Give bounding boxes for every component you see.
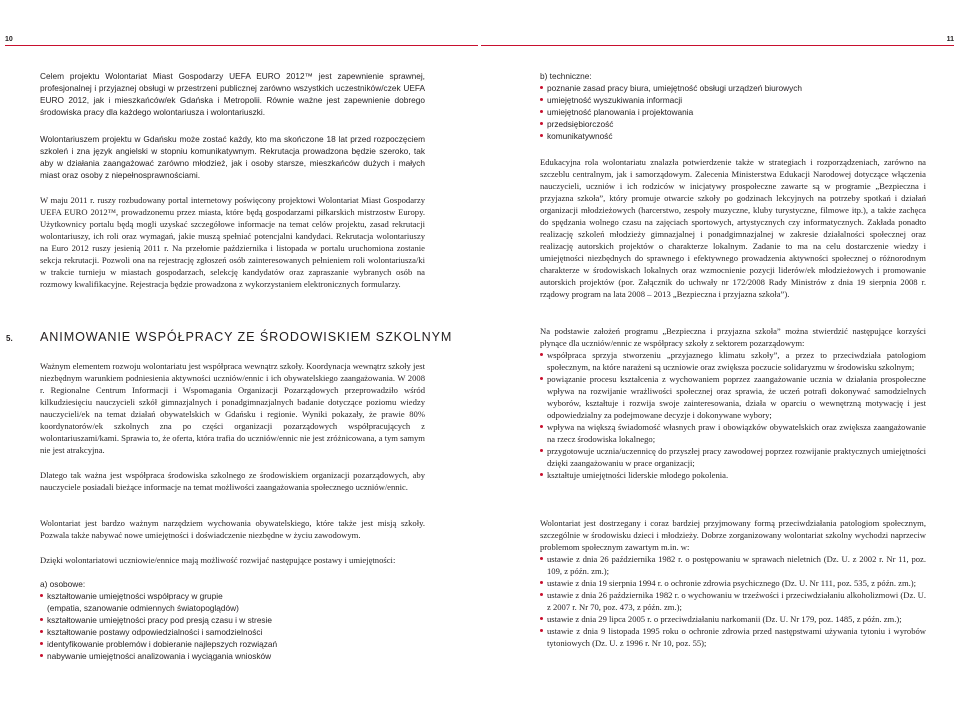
laws-list [540,553,926,649]
list-item: umiejętność planowania i projektowania [540,106,926,118]
personal-skills-list [40,578,425,662]
list-item: komunikatywność [540,130,926,142]
list-item: identyfikowanie problemów i dobieranie najlepszych rozwiązań [40,638,425,650]
list-item: powiązanie procesu kształcenia z wychowaniem poprzez zaangażowanie ucznia w działania prospołeczne wpływa na rozwijanie wrażliwości społecznej oraz sprawia, że uczeń potrafi dokonywać samodzielnych wyborów, kształtuje i rozwija swoje zainteresowania, działa w oparciu o wewnętrzną motywację i jest odpowiedzialny za podejmowane decyzje i dokonywane wybory; [540,373,926,421]
eligibility-paragraph: Wolontariuszem projektu w Gdańsku może zostać każdy, kto ma skończone 18 lat przed rozpoczęciem szkoleń i zna język angielski w stopniu komunikatywnym. Rekrutacja prowadzona będzie szeroko, tak aby w działania zaangażować zarówno młodzież, jak i osoby starsze, mieszkańców dużych i małych miast oraz osoby z niepełnosprawnościami. [40,134,425,180]
header-rule-left [5,45,478,46]
list-item: nabywanie umiejętności analizowania i wyciągania wniosków [40,650,425,662]
list-item: ustawie z dnia 9 listopada 1995 roku o ochronie zdrowia przed następstwami używania tytoniu i wyrobów tytoniowych (Dz. U. z 1996 r. Nr 10, poz. 55); [540,625,926,649]
list-item: ustawie z dnia 19 sierpnia 1994 r. o ochronie zdrowia psychicznego (Dz. U. Nr 111, poz. 535, z późn. zm.); [540,577,926,589]
list-item: przedsiębiorczość [540,118,926,130]
educational-role-paragraph: Edukacyjna rola wolontariatu znalazła potwierdzenie także w strategiach i rozporządzeniach, zarówno na szczeblu centralnym, jak i samorządowym. Zalecenia Ministerstwa Edukacji Narodowej dotyczące włączenia nauczycieli, uczniów i ich rodziców w inicjatywy prospołeczne zawarte są w programie „Bezpieczna i przyjazna szkoła”, który promuje otwarcie szkoły po godzinach lekcyjnych na potrzeby spotkań i działań organizacji młodzieżowych (harcerstwo, zespoły muzyczne, kluby turystyczne, filmowe itp.), a także zachęca do spędzania wolnego czasu na zajęciach sportowych, artystycznych czy informatycznych. Zakłada ponadto realizację szkoleń młodzieży gimnazjalnej i ponadgimnazjalnej w zakresie działalności społecznej oraz realizację autorskich projektów o charakterze lokalnym. Zadanie to ma na celu dostarczenie wiedzy i umiejętności niezbędnych do sprawnego i efektywnego prowadzenia aktywności społecznej o różnorodnym charakterze w środowiskach lokalnych oraz wzmocnienie pozycji liderów/ek młodzieżowych i promowanie autorskich projektów (por. Załącznik do uchwały nr 172/2008 Rady Ministrów z dnia 19 sierpnia 2008 r. rządowy program na lata 2008 – 2013 „Bezpieczna i przyjazna szkoła”). [540,157,926,299]
portal-paragraph: W maju 2011 r. ruszy rozbudowany portal internetowy poświęcony projektowi Wolontariat Miast Gospodarzy UEFA EURO 2012™, prowadzonemu przez miasta, które będą gospodarzami piłkarskich mistrzostw Europy. Użytkownicy portalu będą mogli uzyskać szczegółowe informacje na temat celów projektu, zasad rekrutacji wolontariuszy, ich roli oraz wymagań, jakie muszą spełniać potencjalni kandydaci. Rekrutacja wolontariuszy na Euro 2012 ruszy jesienią 2011 r. Na przełomie października i listopada w portalu uruchomiona zostanie sekcja rekrutacji. Pozwoli ona na rejestrację zgłoszeń osób zainteresowanych pełnieniem roli wolontariusza/ki w trakcie turnieju w miastach gospodarzach, selekcję kandydatów oraz zapraszanie wybranych osób na rozmowy kwalifikacyjne. Rejestracja będzie prowadzona z wykorzystaniem elektronicznych formularzy. [40,195,425,289]
list-item: kształtowanie umiejętności pracy pod presją czasu i w stresie [40,614,425,626]
civic-education-paragraph: Wolontariat jest bardzo ważnym narzędziem wychowania obywatelskiego, które także jest misją szkoły. Pozwala także nabywać nowe umiejętności i doświadczenie niezbędne w życiu zawodowym. [40,518,425,540]
list-item: kształtowanie postawy odpowiedzialności i samodzielności [40,626,425,638]
personal-skills-heading: a) osobowe: [40,579,86,589]
list-item: umiejętność wyszukiwania informacji [540,94,926,106]
page-number-left: 10 [5,36,13,43]
list-item: przygotowuje ucznia/uczennicę do przyszłej pracy zawodowej poprzez rozwijanie praktycznych umiejętności dzięki zaangażowaniu w prace organizacji; [540,445,926,469]
skills-intro-paragraph: Dzięki wolontariatowi uczniowie/ennice mają możliwość rozwijać następujące postawy i umiejętności: [40,555,396,565]
pathologies-paragraph: Wolontariat jest dostrzegany i coraz bardziej przyjmowany formą przeciwdziałania patologiom społecznym, szczególnie w środowisku dzieci i młodzieży. Dobrze zorganizowany wolontariat szkolny wychodzi naprzeciw problemom społecznym zawartym m.in. w: [540,518,926,552]
benefits-list [540,349,926,481]
school-cooperation-paragraph: Ważnym elementem rozwoju wolontariatu jest współpraca wewnątrz szkoły. Koordynacja wewnątrz szkoły jest niezbędnym warunkiem podniesienia aktywności uczniów/ennic i ich obywatelskiego zaangażowania. W 2008 r. Regionalne Centrum Informacji i Wspomagania Organizacji Pozarządowych przeprowadziło wśród kilkudziesięciu nauczycieli szkół gimnazjalnych i ponadgimnazjalnych badanie dotyczące poziomu wiedzy nauczycieli/ek na temat działań obywatelskich w Gdańsku i regionie. Wyniki pokazały, że prawie 80% koordynatorów/ek szkolnych zna po części organizacji pozarządowych współpracujących z wolontariuszami/kami. Sprawia to, że oferta, która trafia do uczniów/ennic nie jest zróżnicowana, a tym samym nie jest atrakcyjna. [40,361,425,455]
ngo-cooperation-paragraph: Dlatego tak ważna jest współpraca środowiska szkolnego ze środowiskiem organizacji pozarządowych, aby nauczyciele posiadali bieżące informacje na temat możliwości zaangażowania społecznego uczniów/ennic. [40,470,425,492]
list-item: poznanie zasad pracy biura, umiejętność obsługi urządzeń biurowych [540,82,926,94]
list-item: ustawie z dnia 29 lipca 2005 r. o przeciwdziałaniu narkomanii (Dz. U. Nr 179, poz. 1485, z późn. zm.); [540,613,926,625]
section-number: 5. [6,334,13,343]
list-item: ustawie z dnia 26 października 1982 r. o wychowaniu w trzeźwości i przeciwdziałaniu alkoholizmowi (Dz. U. z 2007 r. Nr 70, poz. 473, z późn. zm.); [540,589,926,613]
program-benefits-intro: Na podstawie założeń programu „Bezpieczna i przyjazna szkoła” można stwierdzić następujące korzyści płynące dla uczniów/ennic ze współpracy szkoły z sektorem pozarządowym: [540,326,926,348]
list-item: współpraca sprzyja stworzeniu „przyjaznego klimatu szkoły”, a przez to przeciwdziała patologiom społecznym, na które narażeni są uczniowie oraz zwiększa poczucie solidaryzmu w środowisku szkolnym; [540,349,926,373]
list-item: (empatia, szanowanie odmiennych światopoglądów) [47,603,239,613]
intro-paragraph: Celem projektu Wolontariat Miast Gospodarzy UEFA EURO 2012™ jest zapewnienie sprawnej, profesjonalnej i przyjaznej obsługi w przestrzeni publicznej zarówno wszystkich uczestników/czek UEFA EURO 2012, jak i mieszkańców/ek Gdańska i Metropolii. Równie ważne jest zapewnienie dobrego środowiska pracy dla każdego wolontariusza i wolontariuszki. [40,71,425,117]
section-title: ANIMOWANIE WSPÓŁPRACY ZE ŚRODOWISKIEM SZKOLNYM [40,330,453,344]
technical-skills-list [540,70,926,142]
list-item: ustawie z dnia 26 października 1982 r. o postępowaniu w sprawach nieletnich (Dz. U. z 2002 r. Nr 11, poz. 109, z późn. zm.); [540,553,926,577]
technical-skills-heading: b) techniczne: [540,71,592,81]
list-item: kształtowanie umiejętności współpracy w grupie [40,590,425,602]
list-item: wpływa na większą świadomość własnych praw i obowiązków obywatelskich oraz zwiększa zaangażowanie na rzecz środowiska lokalnego; [540,421,926,445]
header-rule-right [481,45,954,46]
page-number-right: 11 [946,36,954,43]
list-item: kształtuje umiejętności liderskie młodego pokolenia. [540,469,926,481]
